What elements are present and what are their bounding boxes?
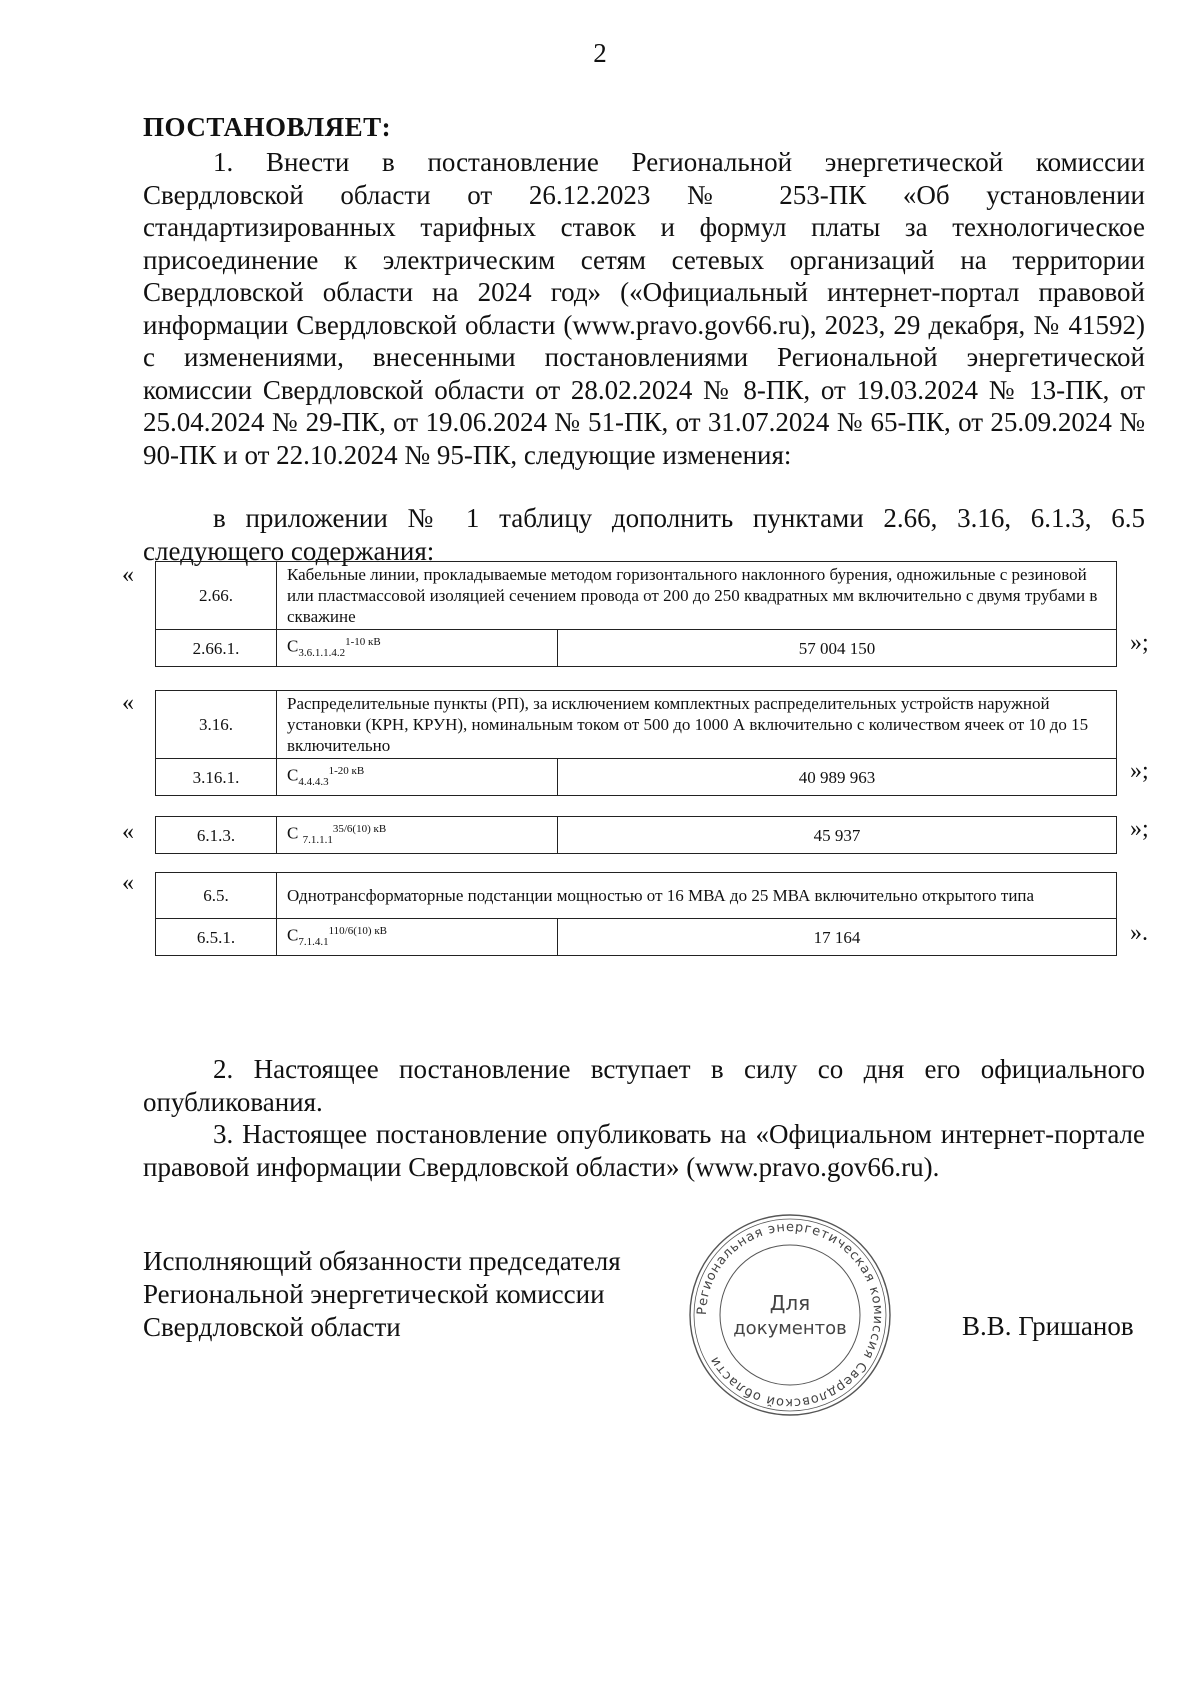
rate-value: 57 004 150 (558, 630, 1117, 667)
rate-code (277, 919, 558, 956)
paragraph-2: в приложении № 1 таблицу дополнить пунктами 2.66, 3.16, 6.1.3, 6.5 следующего содержания: (143, 503, 1145, 566)
rate-code-base: С (287, 925, 299, 945)
item-number: 2.66.1. (156, 630, 277, 667)
close-quote: »; (1130, 816, 1149, 842)
close-quote: ». (1130, 920, 1148, 946)
official-stamp (685, 1210, 895, 1425)
page-number: 2 (593, 38, 607, 68)
signatory-position (143, 1245, 621, 1344)
signatory-position-line: Региональной энергетической комиссии (143, 1279, 605, 1309)
rate-code-superscript: 1-20 кВ (328, 765, 365, 777)
rate-value: 40 989 963 (558, 759, 1117, 796)
rate-code-superscript: 35/6(10) кВ (332, 823, 387, 835)
signatory-name: В.В. Гришанов (962, 1311, 1134, 1341)
paragraph-4: 3. Настоящее постановление опубликовать на «Официальном интернет-портале правовой информации Свердловской области» (www.pravo.gov66.ru). (143, 1119, 1145, 1182)
item-number: 6.1.3. (156, 817, 277, 854)
table-row (156, 691, 1117, 759)
stamp-center-line1: Для (769, 1291, 811, 1315)
tariff-table-3-16 (155, 690, 1117, 796)
signatory-position-line: Исполняющий обязанности председателя (143, 1246, 621, 1276)
rate-code-base: С (287, 636, 299, 656)
close-quote: »; (1130, 630, 1149, 656)
paragraph-3: 2. Настоящее постановление вступает в силу со дня его официального опубликования. (143, 1054, 1145, 1117)
rate-code-superscript: 1-10 кВ (345, 636, 381, 648)
decree-heading: ПОСТАНОВЛЯЕТ: (143, 112, 392, 142)
rate-code-base: С (287, 823, 303, 843)
table-row (156, 817, 1117, 854)
item-number: 6.5. (156, 873, 277, 919)
tariff-table-2-66 (155, 561, 1117, 667)
rate-code-subscript: 7.1.1.1 (302, 834, 333, 847)
rate-code (277, 759, 558, 796)
table-row (156, 562, 1117, 630)
rate-value: 45 937 (558, 817, 1117, 854)
rate-code-subscript: 4.4.4.3 (298, 776, 329, 789)
item-number: 6.5.1. (156, 919, 277, 956)
item-description: Распределительные пункты (РП), за исключением комплектных распределительных устройств наружной установки (КРН, КРУН), номинальным током от 500 до 1000 А включительно с количеством ячеек от 10 до 15 включительно (277, 691, 1117, 759)
rate-value: 17 164 (558, 919, 1117, 956)
svg-text:Региональная энергетическая ко (695, 1220, 885, 1410)
stamp-seal-icon (685, 1210, 895, 1420)
signatory-position-line: Свердловской области (143, 1312, 401, 1342)
rate-code-subscript: 7.1.4.1 (298, 936, 329, 949)
open-quote: « (122, 819, 134, 845)
tariff-table-6-1-3 (155, 816, 1117, 854)
tariff-table-6-5 (155, 872, 1117, 956)
open-quote: « (122, 690, 134, 716)
rate-code-superscript: 110/6(10) кВ (328, 925, 387, 937)
table-row (156, 630, 1117, 667)
open-quote: « (122, 870, 134, 896)
rate-code-subscript: 3.6.1.1.4.2 (298, 647, 346, 660)
stamp-ring-text: Региональная энергетическая комиссия Свердловской области (694, 1219, 886, 1411)
rate-code (277, 630, 558, 667)
table-row (156, 759, 1117, 796)
open-quote: « (122, 562, 134, 588)
close-quote: »; (1130, 758, 1149, 784)
rate-code (277, 817, 558, 854)
table-row (156, 873, 1117, 919)
item-number: 2.66. (156, 562, 277, 630)
stamp-center-line2: документов (733, 1318, 847, 1339)
item-description: Кабельные линии, прокладываемые методом горизонтального наклонного бурения, одножильные с резиновой или пластмассовой изоляцией сечением провода от 200 до 250 квадратных мм включительно с двумя трубами в скважине (277, 562, 1117, 630)
paragraph-1: 1. Внести в постановление Региональной энергетической комиссии Свердловской области от 26.12.2023 № 253-ПК «Об установлении стандартизированных тарифных ставок и формул платы за технологическое присоединение к электрическим сетям сетевых организаций на территории Свердловской области на 2024 год» («Официальный интернет-портал правовой информации Свердловской области (www.pravo.gov66.ru), 2023, 29 декабря, № 41592) с изменениями, внесенными постановлениями Региональной энергетической комиссии Свердловской области от 28.02.2024 № 8-ПК, от 19.03.2024 № 13-ПК, от 25.04.2024 № 29-ПК, от 19.06.2024 № 51-ПК, от 31.07.2024 № 65-ПК, от 25.09.2024 № 90-ПК и от 22.10.2024 № 95-ПК, следующие изменения: (143, 147, 1145, 470)
item-description: Однотрансформаторные подстанции мощностью от 16 МВА до 25 МВА включительно открытого типа (277, 873, 1117, 919)
item-number: 3.16.1. (156, 759, 277, 796)
item-number: 3.16. (156, 691, 277, 759)
table-row (156, 919, 1117, 956)
rate-code-base: С (287, 765, 299, 785)
